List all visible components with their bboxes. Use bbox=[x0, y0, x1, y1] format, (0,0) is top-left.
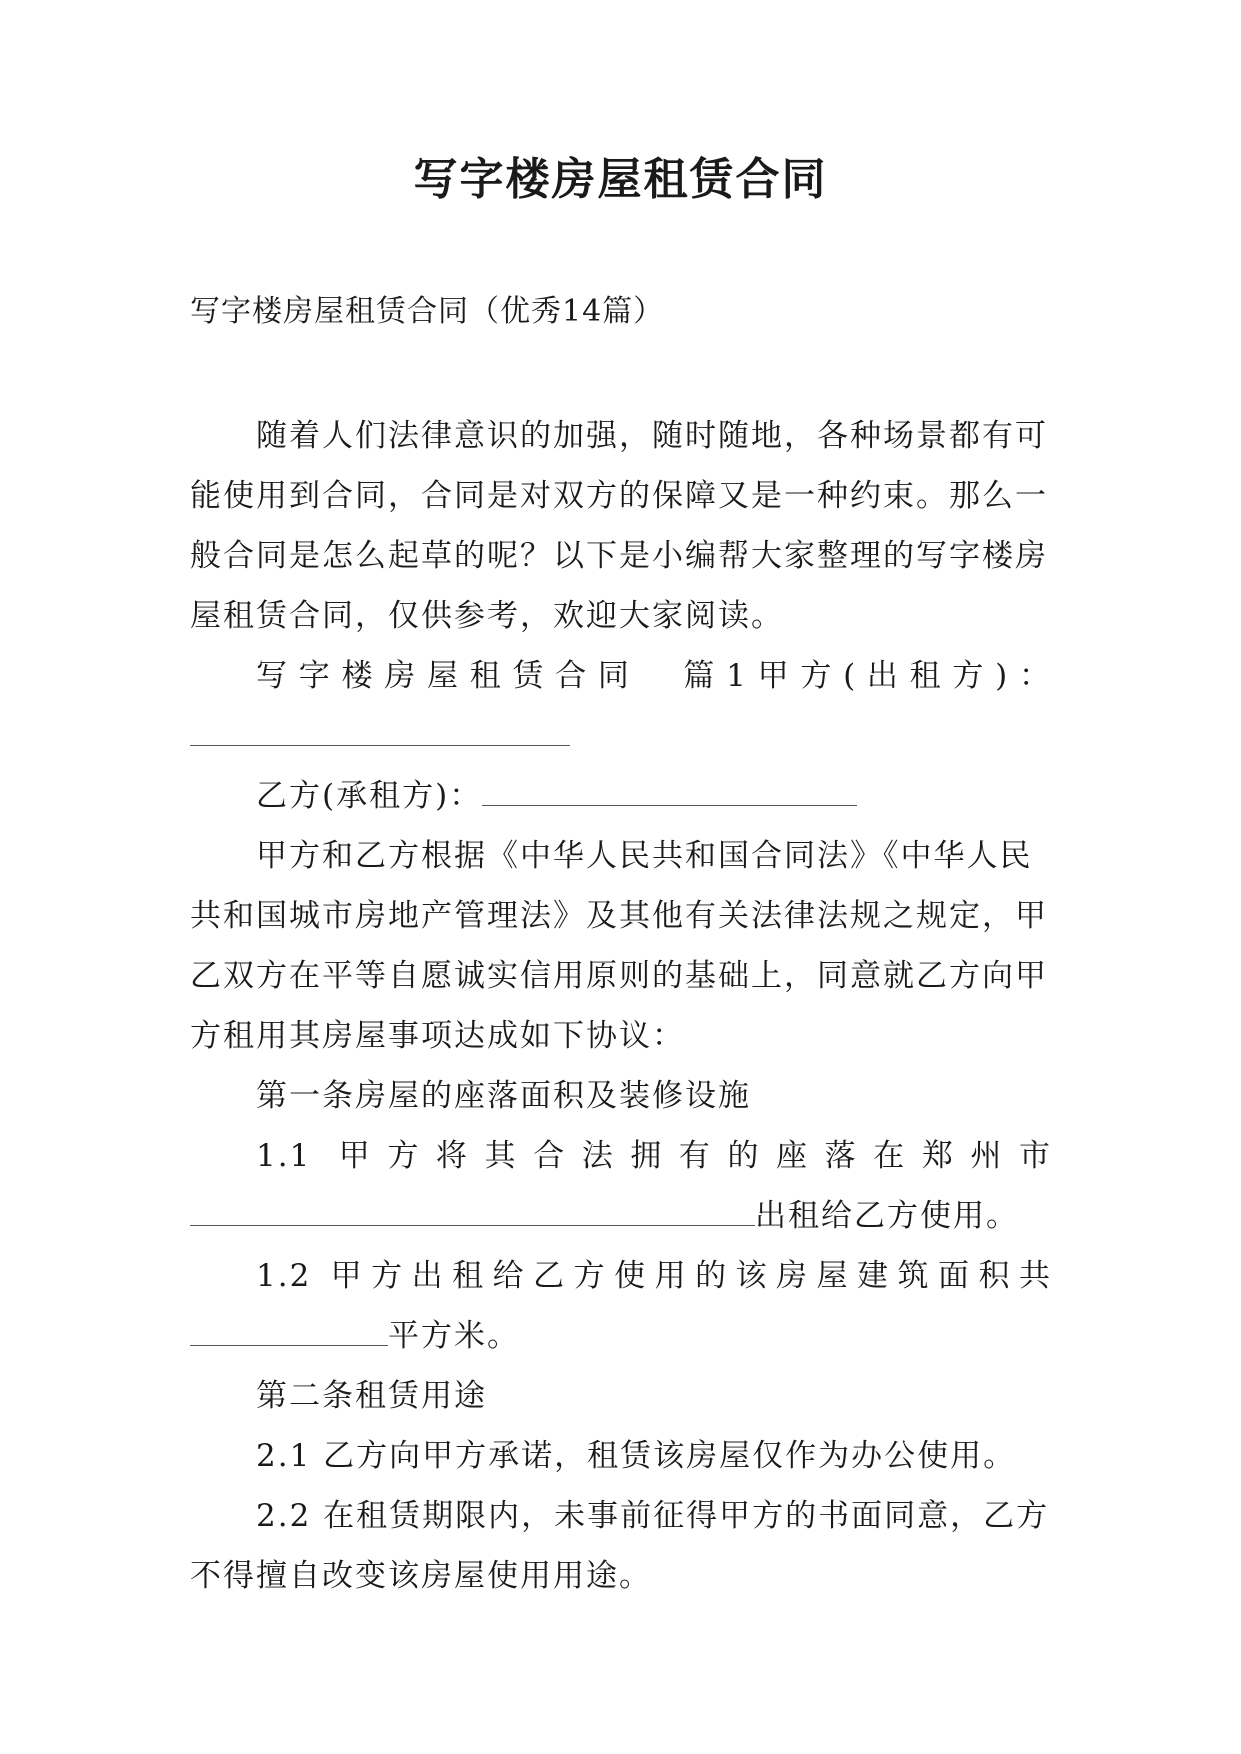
clause-1-2-line1 bbox=[190, 1246, 1052, 1306]
clause-1-2-tail: 平方米。 bbox=[388, 1318, 520, 1354]
party-a-label: 甲方(出租方)： bbox=[747, 658, 1052, 694]
party-b-line bbox=[190, 766, 1052, 826]
party-a-blank-line bbox=[190, 706, 1052, 766]
clause-2-1: 2.1 乙方向甲方承诺，租赁该房屋仅作为办公使用。 bbox=[256, 1438, 1017, 1474]
party-a-blank bbox=[190, 744, 570, 746]
clause-1-2-blank bbox=[190, 1344, 388, 1346]
clause-1-1-tail: 出租给乙方使用。 bbox=[755, 1198, 1019, 1234]
agreement-paragraph: 甲方和乙方根据《中华人民共和国合同法》《中华人民共和国城市房地产管理法》及其他有关法律法规之规定，甲乙双方在平等自愿诚实信用原则的基础上，同意就乙方向甲方租用其房屋事项达成如下协议： bbox=[190, 838, 1048, 1054]
party-b-label: 乙方(承租方)： bbox=[256, 778, 483, 814]
article-1-title: 第一条房屋的座落面积及装修设施 bbox=[256, 1078, 751, 1114]
clause-1-1-text: 1.1 甲方将其合法拥有的座落在郑州市 bbox=[256, 1138, 1052, 1174]
clause-2-2: 2.2 在租赁期限内，未事前征得甲方的书面同意，乙方不得擅自改变该房屋使用用途。 bbox=[190, 1498, 1050, 1594]
party-b-blank bbox=[482, 804, 857, 806]
clause-1-1-line2 bbox=[190, 1186, 1052, 1246]
document-body bbox=[190, 406, 1052, 1606]
document-subtitle: 写字楼房屋租赁合同（优秀14篇） bbox=[190, 294, 665, 329]
clause-1-1-line1 bbox=[190, 1126, 1052, 1186]
section-heading-line bbox=[190, 646, 1052, 706]
article-2-title: 第二条租赁用途 bbox=[256, 1378, 487, 1414]
clause-1-2-text: 1.2 甲方出租给乙方使用的该房屋建筑面积共 bbox=[256, 1258, 1052, 1294]
section-heading: 写字楼房屋租赁合同 篇1 bbox=[256, 658, 748, 694]
clause-1-1-blank bbox=[190, 1224, 755, 1226]
intro-paragraph: 随着人们法律意识的加强，随时随地，各种场景都有可能使用到合同，合同是对双方的保障又是一种约束。那么一般合同是怎么起草的呢？以下是小编帮大家整理的写字楼房屋租赁合同，仅供参考，欢迎大家阅读。 bbox=[190, 418, 1048, 634]
document-title: 写字楼房屋租赁合同 bbox=[413, 154, 828, 205]
clause-1-2-line2 bbox=[190, 1306, 1052, 1366]
